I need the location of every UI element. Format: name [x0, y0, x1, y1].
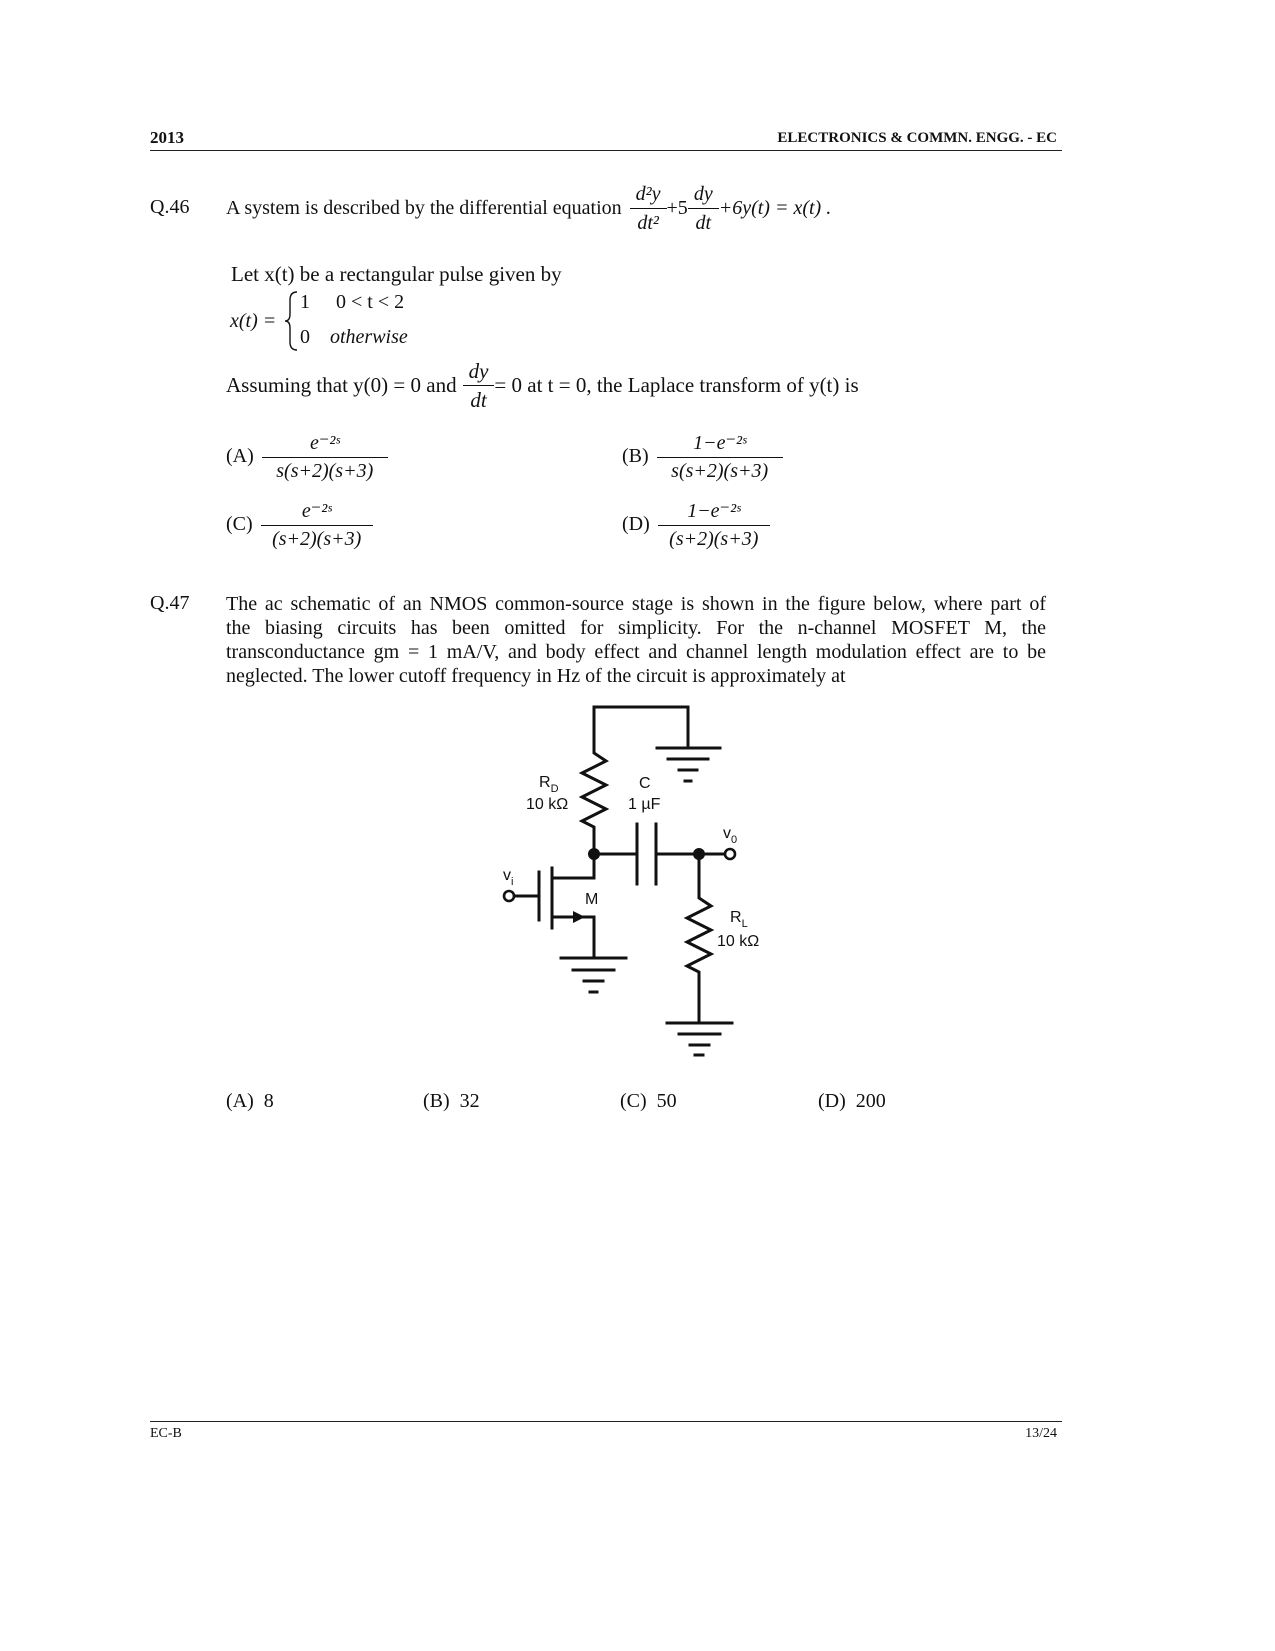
q46-eq-num2: dy — [688, 182, 719, 209]
wire-drain — [552, 854, 594, 878]
q46-eq-plus5: +5 — [666, 197, 688, 219]
node-drain — [588, 848, 600, 860]
q46-assume-den: dt — [470, 387, 487, 412]
mosfet-source-arrow — [573, 911, 585, 923]
wire-source — [552, 917, 594, 958]
q47-option-b[interactable] — [423, 1090, 480, 1113]
q47-option-d[interactable] — [818, 1090, 886, 1113]
q46-case1-cond: 0 < t < 2 — [336, 291, 405, 313]
q47-option-d-label: (D) — [818, 1090, 846, 1112]
q46-case2-cond: otherwise — [330, 326, 408, 348]
footer-rule — [150, 1421, 1062, 1422]
label-c: C — [639, 775, 651, 792]
terminal-vo — [725, 849, 735, 859]
wire-top — [594, 707, 688, 748]
label-m: M — [585, 891, 599, 908]
footer-page: 13/24 — [1025, 1426, 1057, 1441]
q47-option-c-value: 50 — [656, 1090, 677, 1112]
q46-option-c-num: e⁻²ˢ — [261, 498, 373, 526]
q47-option-d-value: 200 — [855, 1090, 886, 1112]
q47-line-1: The ac schematic of an NMOS common-source stage is shown in the figure below, where part of — [226, 593, 1046, 615]
q46-eq-num1: d²y — [630, 182, 667, 209]
q47-option-b-value: 32 — [459, 1090, 480, 1112]
q46-assume-post: = 0 at t = 0, the Laplace transform of y(t) is — [494, 373, 859, 397]
terminal-vi — [504, 891, 514, 901]
q47-option-a[interactable] — [226, 1090, 274, 1113]
label-rl: $R_L$ — [730, 909, 748, 930]
q46-option-c-label: (C) — [226, 513, 253, 535]
footer-code: EC-B — [150, 1426, 182, 1441]
q46-piece-lhs: x(t) = — [230, 310, 277, 332]
q46-option-b-label: (B) — [622, 445, 649, 467]
q47-option-c-label: (C) — [620, 1090, 647, 1112]
q47-line-2: the biasing circuits has been omitted for simplicity. For the n-channel MOSFET M, the — [226, 617, 1046, 639]
q46-option-a-label: (A) — [226, 445, 254, 467]
q46-eq-rest: +6y(t) = x(t) . — [718, 197, 832, 219]
q46-case2-val: 0 — [300, 326, 310, 348]
q46-option-d-label: (D) — [622, 513, 650, 535]
label-vo: $v_0$ — [723, 825, 738, 846]
q46-option-c-den: (s+2)(s+3) — [272, 528, 362, 550]
q46-case1-val: 1 — [300, 291, 310, 313]
q46-assume-pre: Assuming that y(0) = 0 and — [226, 373, 457, 397]
q46-eq-den2: dt — [695, 211, 712, 234]
q47-number: Q.47 — [150, 592, 190, 614]
label-vi: $v_i$ — [503, 867, 514, 888]
header-year: 2013 — [150, 128, 184, 147]
q46-option-d-num: 1−e⁻²ˢ — [658, 498, 770, 526]
label-rd-value: 10 kΩ — [526, 796, 569, 813]
q47-line-4: neglected. The lower cutoff frequency in Hz of the circuit is approximately at — [226, 665, 846, 687]
q46-eq-den1: dt² — [637, 211, 659, 234]
q47-option-b-label: (B) — [423, 1090, 450, 1112]
q46-option-a-den: s(s+2)(s+3) — [276, 460, 374, 482]
q46-option-b-den: s(s+2)(s+3) — [671, 460, 769, 482]
q46-option-b-num: 1−e⁻²ˢ — [657, 430, 783, 458]
label-rd: $R_D$ — [539, 774, 559, 795]
header-subject: ELECTRONICS & COMMN. ENGG. - EC — [777, 130, 1057, 146]
q46-option-a-num: e⁻²ˢ — [262, 430, 388, 458]
q47-option-c[interactable] — [620, 1090, 677, 1113]
node-output — [693, 848, 705, 860]
label-rl-value: 10 kΩ — [717, 933, 760, 950]
q47-option-a-value: 8 — [263, 1090, 274, 1112]
resistor-rd — [582, 748, 606, 854]
q46-option-d-den: (s+2)(s+3) — [669, 528, 759, 550]
q46-number: Q.46 — [150, 196, 190, 218]
q47-line-3: transconductance gm = 1 mA/V, and body effect and channel length modulation effect are to be — [226, 641, 1046, 663]
label-c-value: 1 µF — [628, 796, 661, 813]
q47-option-a-label: (A) — [226, 1090, 254, 1112]
resistor-rl — [687, 854, 711, 1023]
q46-assume-num: dy — [463, 359, 495, 386]
q46-intro: A system is described by the differential equation — [226, 197, 622, 219]
q46-let-text: Let x(t) be a rectangular pulse given by — [231, 262, 562, 286]
